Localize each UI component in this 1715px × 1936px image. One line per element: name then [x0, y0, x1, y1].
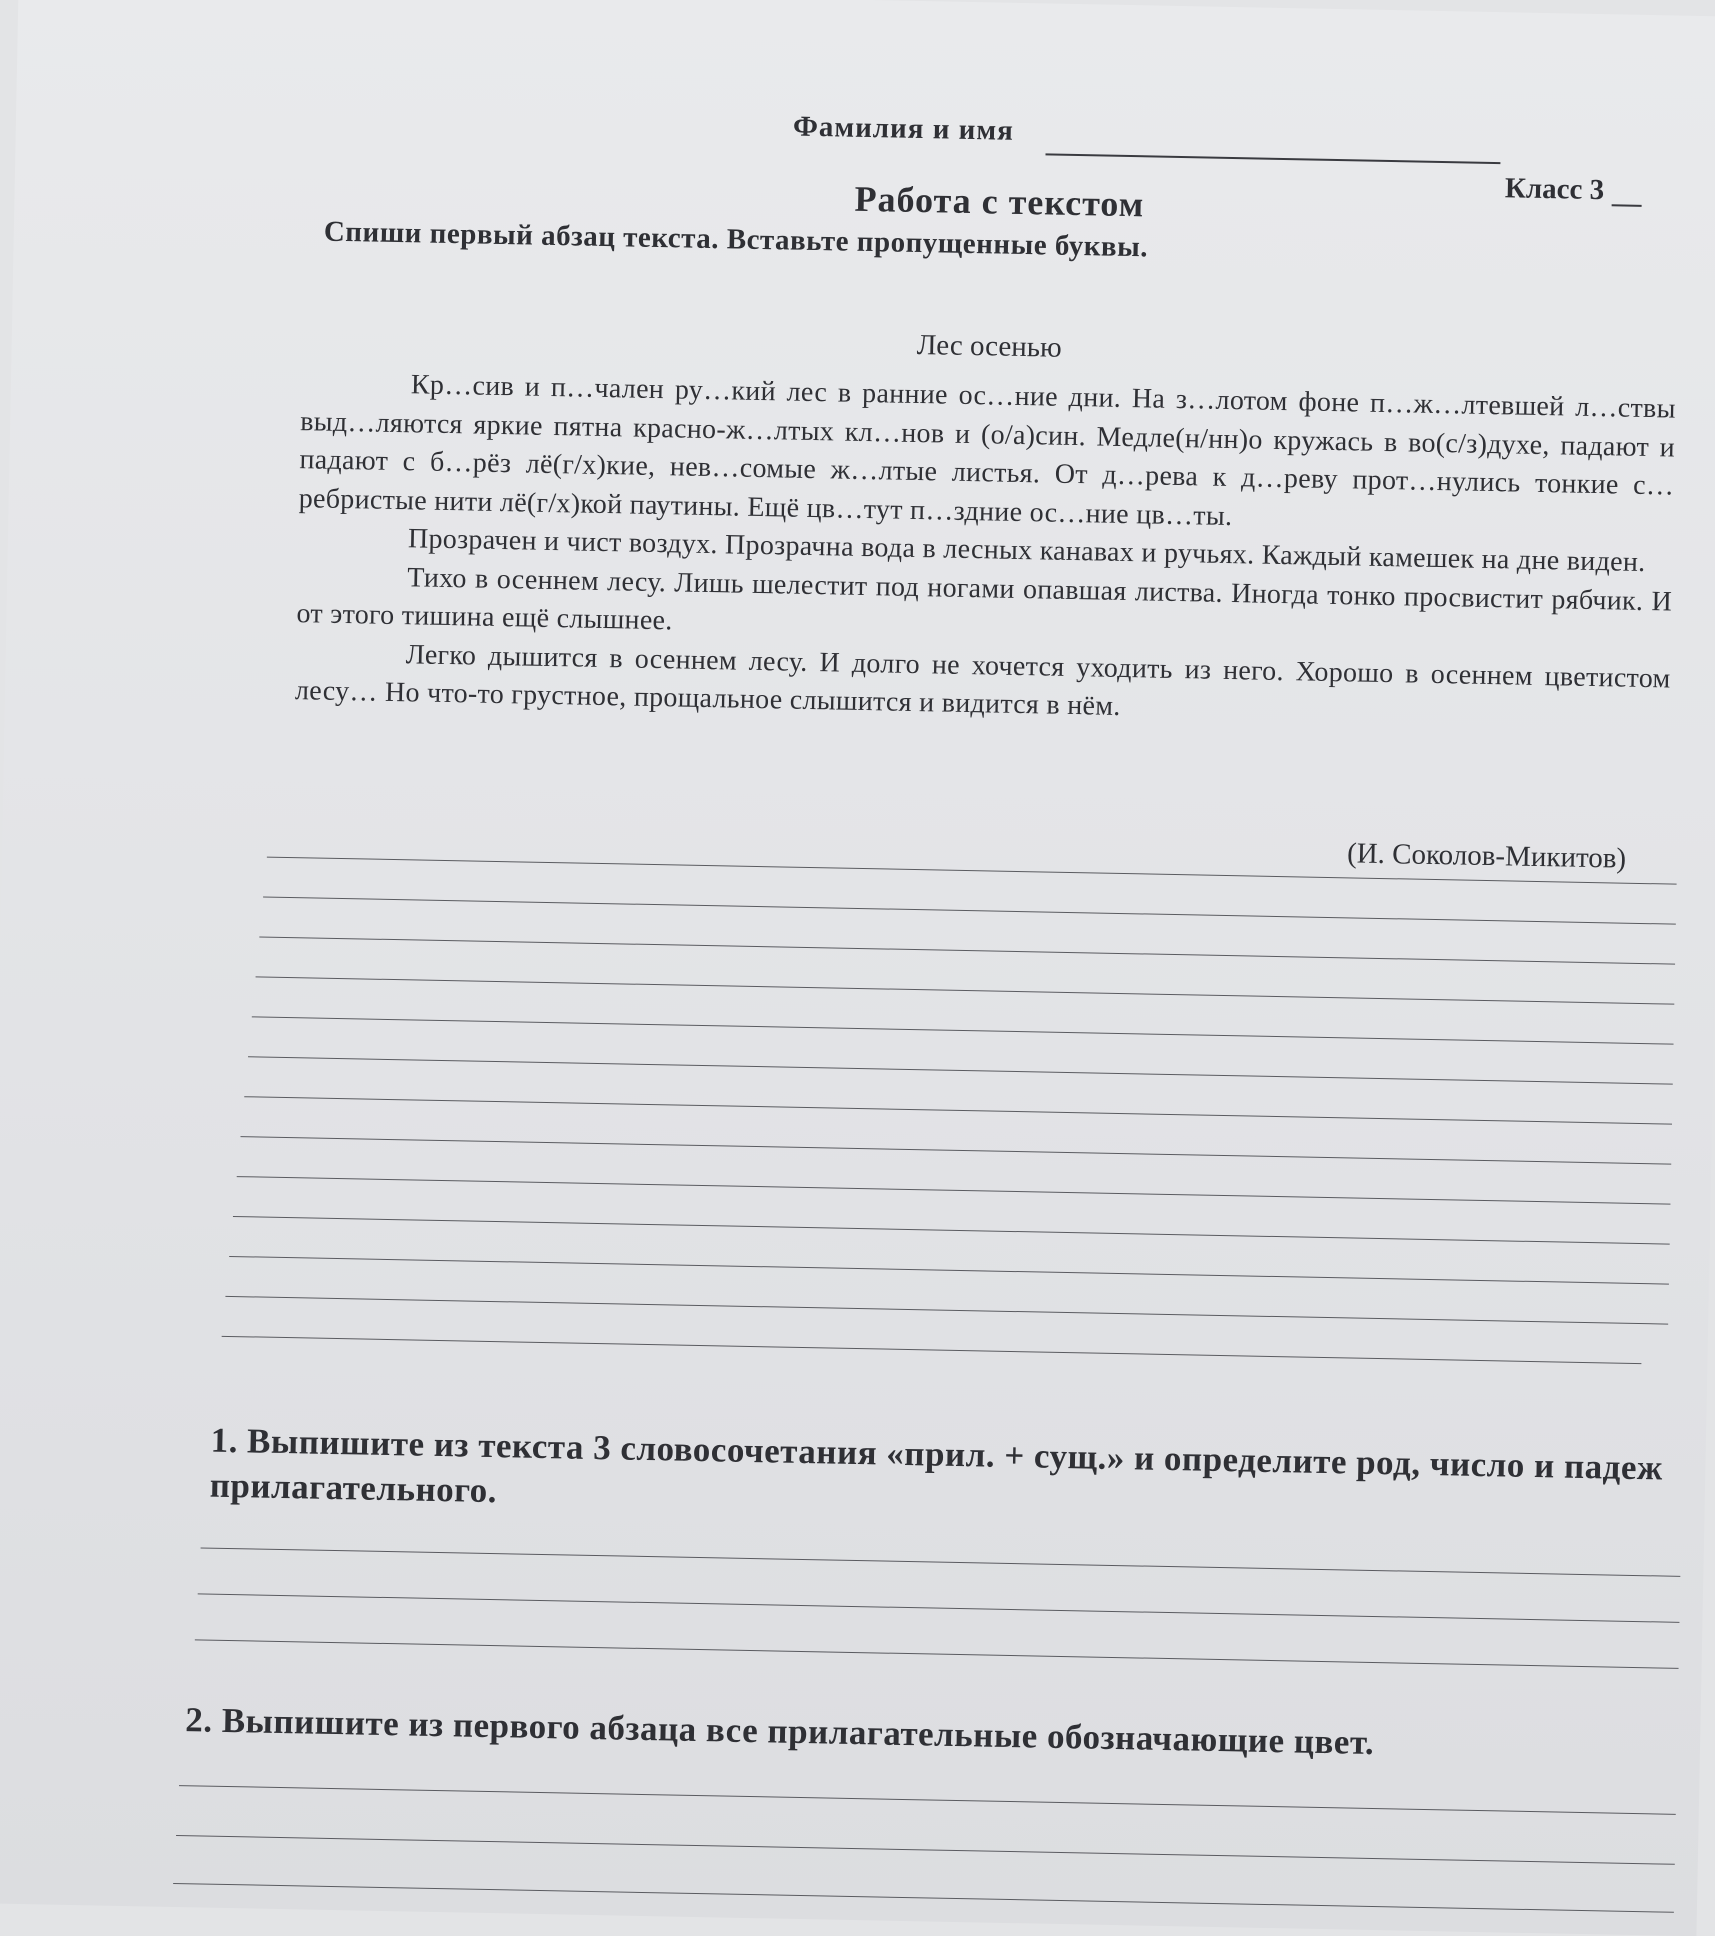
- writing-line: [222, 1336, 1642, 1364]
- class-line: [1612, 204, 1642, 207]
- story-text: [295, 364, 1676, 737]
- answer-line: [179, 1785, 1676, 1815]
- answer-line: [201, 1547, 1681, 1576]
- paragraph-1: Кр…сив и п…чален ру…кий лес в ранние ос…ние дни. На з…лотом фоне п…ж…лтевшей л…ствы выд…ляются яркие пятна красно-ж…лтых кл…нов и (о/а)син. Медле(н/нн)о кружась в во(с/з)духе, падают и падают с б…рёз лё(г/х)кие, нев…сомые ж…лтые листья. От д…рева к д…реву прот…нулись тонкие с…ребристые нити лё(г/х)кой паутины. Ещё цв…тут п…здние ос…ние цв…ты.: [298, 369, 1677, 532]
- paragraph-4: Легко дышится в осеннем лесу. И долго не хочется уходить из него. Хорошо в осеннем цветистом лесу… Но что-то грустное, прощальное слышится и видится в нём.: [294, 638, 1671, 722]
- writing-line: [237, 1176, 1671, 1205]
- writing-line: [256, 976, 1675, 1004]
- answer-line: [176, 1835, 1675, 1865]
- writing-line: [252, 1016, 1674, 1044]
- writing-line: [263, 897, 1676, 925]
- instruction: Спиши первый абзац текста. Вставьте пропущенные буквы.: [323, 215, 1149, 264]
- answer-line: [173, 1883, 1674, 1913]
- writing-line: [248, 1056, 1673, 1084]
- answer-line: [198, 1593, 1680, 1622]
- paragraph-2: Прозрачен и чист воздух. Прозрачна вода в лесных канавах и ручьях. Каждый камешек на дне виден.: [407, 523, 1646, 579]
- class-label: Класс 3: [1504, 172, 1605, 207]
- paragraph-3: Тихо в осеннем лесу. Лишь шелестит под ногами опавшая листва. Иногда тонко просвистит рябчик. И от этого тишина ещё слышнее.: [296, 561, 1673, 637]
- name-label: Фамилия и имя: [792, 110, 1015, 147]
- author: (И. Соколов-Микитов): [1346, 837, 1627, 875]
- writing-line: [229, 1256, 1669, 1285]
- task-2: 2. Выпишите из первого абзаца все прилагательные обозначающие цвет.: [184, 1700, 1375, 1763]
- task-1: 1. Выпишите из текста 3 словосочетания «прил. + сущ.» и определите род, число и падеж прилагательного.: [209, 1420, 1664, 1511]
- text-title: Лес осенью: [916, 328, 1063, 364]
- writing-line: [244, 1096, 1672, 1124]
- page-title: Работа с текстом: [854, 178, 1145, 225]
- writing-line: [240, 1136, 1671, 1164]
- answer-line: [195, 1639, 1679, 1668]
- name-line: [1045, 153, 1500, 164]
- writing-line: [259, 936, 1675, 964]
- writing-line: [233, 1216, 1670, 1245]
- writing-line: [225, 1296, 1668, 1325]
